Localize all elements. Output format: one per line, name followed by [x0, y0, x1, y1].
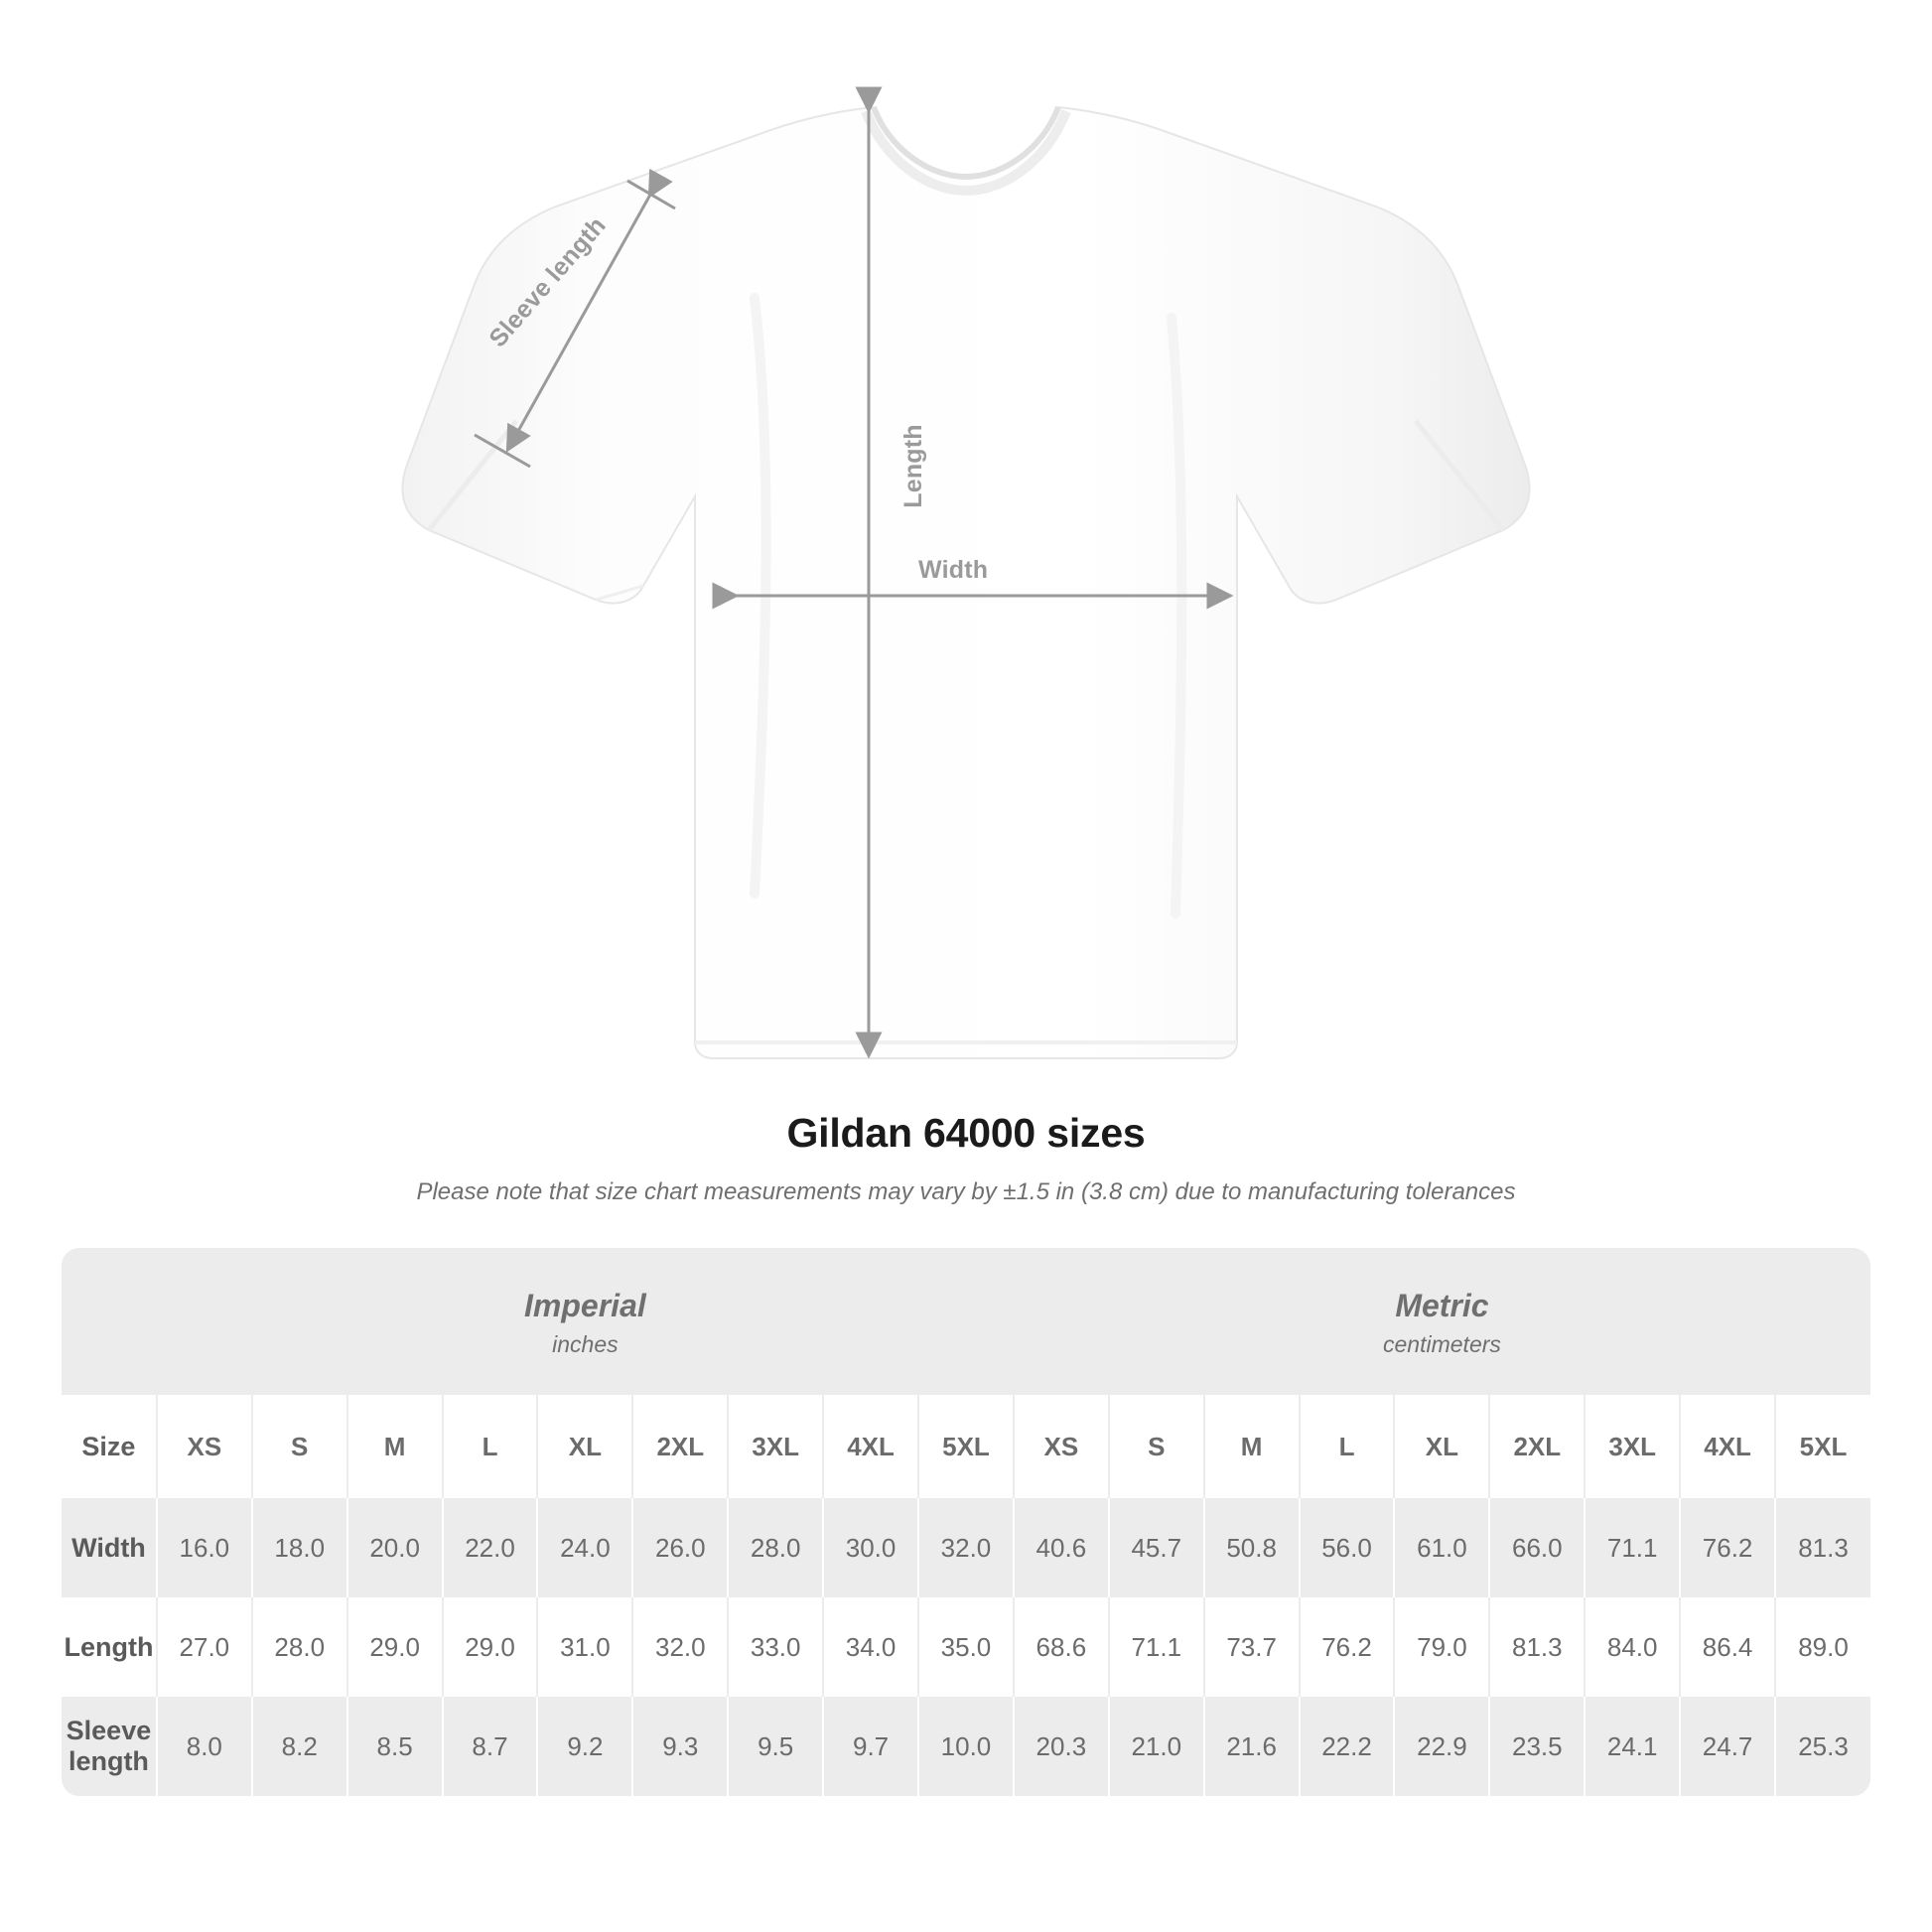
- size-header-cell: 4XL: [1680, 1395, 1775, 1498]
- row-label: Length: [62, 1597, 157, 1697]
- width-label: Width: [918, 556, 989, 584]
- measurement-cell: 73.7: [1204, 1597, 1300, 1697]
- measurement-cell: 27.0: [157, 1597, 252, 1697]
- size-header-cell: 2XL: [1489, 1395, 1585, 1498]
- measurement-cell: 66.0: [1489, 1498, 1585, 1597]
- size-header-cell: 5XL: [918, 1395, 1014, 1498]
- size-header-cell: 3XL: [728, 1395, 823, 1498]
- size-header-cell: M: [347, 1395, 443, 1498]
- measurement-cell: 32.0: [632, 1597, 728, 1697]
- measurement-cell: 9.7: [823, 1697, 918, 1796]
- unit-subtitle: centimeters: [1383, 1330, 1501, 1357]
- size-header-cell: XL: [1394, 1395, 1489, 1498]
- size-header-cell: 2XL: [632, 1395, 728, 1498]
- measurement-cell: 8.5: [347, 1697, 443, 1796]
- unit-name: Metric: [1395, 1287, 1489, 1323]
- measurement-cell: 20.3: [1014, 1697, 1109, 1796]
- measurement-cell: 28.0: [728, 1498, 823, 1597]
- unit-header-row: [62, 1248, 1870, 1395]
- measurement-cell: 16.0: [157, 1498, 252, 1597]
- measurement-cell: 81.3: [1489, 1597, 1585, 1697]
- measurement-cell: 81.3: [1775, 1498, 1870, 1597]
- row-label: Sleeve length: [62, 1697, 157, 1796]
- measurement-cell: 89.0: [1775, 1597, 1870, 1697]
- measurement-cell: 86.4: [1680, 1597, 1775, 1697]
- size-header-cell: 3XL: [1585, 1395, 1680, 1498]
- size-table-container: [62, 1248, 1870, 1796]
- unit-header-spacer: [62, 1248, 157, 1395]
- measurement-cell: 71.1: [1109, 1597, 1204, 1697]
- size-header-cell: L: [443, 1395, 538, 1498]
- size-header-row: [62, 1395, 1870, 1498]
- measurement-cell: 35.0: [918, 1597, 1014, 1697]
- measurement-cell: 22.2: [1300, 1697, 1395, 1796]
- unit-header-imperial: [157, 1248, 1014, 1395]
- size-header-cell: S: [1109, 1395, 1204, 1498]
- size-header-cell: 4XL: [823, 1395, 918, 1498]
- title-block: [0, 1110, 1932, 1206]
- measurement-cell: 10.0: [918, 1697, 1014, 1796]
- measurement-cell: 28.0: [252, 1597, 347, 1697]
- size-header-cell: S: [252, 1395, 347, 1498]
- measurement-cell: 71.1: [1585, 1498, 1680, 1597]
- measurement-cell: 24.1: [1585, 1697, 1680, 1796]
- measurement-cell: 34.0: [823, 1597, 918, 1697]
- measurement-cell: 9.2: [537, 1697, 632, 1796]
- size-header-cell: XS: [157, 1395, 252, 1498]
- measurement-cell: 40.6: [1014, 1498, 1109, 1597]
- measurement-cell: 24.7: [1680, 1697, 1775, 1796]
- measurement-cell: 31.0: [537, 1597, 632, 1697]
- measurement-cell: 29.0: [347, 1597, 443, 1697]
- measurement-cell: 8.2: [252, 1697, 347, 1796]
- measurement-cell: 25.3: [1775, 1697, 1870, 1796]
- row-label: Width: [62, 1498, 157, 1597]
- measurement-cell: 61.0: [1394, 1498, 1489, 1597]
- measurement-cell: 32.0: [918, 1498, 1014, 1597]
- measurement-cell: 76.2: [1300, 1597, 1395, 1697]
- measurement-cell: 33.0: [728, 1597, 823, 1697]
- measurement-cell: 68.6: [1014, 1597, 1109, 1697]
- measurement-cell: 50.8: [1204, 1498, 1300, 1597]
- sleeve-length-label: Sleeve length: [483, 211, 612, 353]
- measurement-cell: 76.2: [1680, 1498, 1775, 1597]
- measurement-cell: 24.0: [537, 1498, 632, 1597]
- table-row: [62, 1597, 1870, 1697]
- measurement-cell: 18.0: [252, 1498, 347, 1597]
- size-header-cell: M: [1204, 1395, 1300, 1498]
- size-table: [62, 1248, 1870, 1796]
- unit-name: Imperial: [524, 1287, 646, 1323]
- size-header-cell: XL: [537, 1395, 632, 1498]
- size-row-label: Size: [62, 1395, 157, 1498]
- measurement-cell: 79.0: [1394, 1597, 1489, 1697]
- unit-subtitle: inches: [552, 1330, 619, 1357]
- measurement-cell: 9.5: [728, 1697, 823, 1796]
- tolerance-note: Please note that size chart measurements may vary by ±1.5 in (3.8 cm) due to manufacturing tolerances: [416, 1178, 1516, 1205]
- measurement-cell: 26.0: [632, 1498, 728, 1597]
- measurement-cell: 21.6: [1204, 1697, 1300, 1796]
- measurement-cell: 9.3: [632, 1697, 728, 1796]
- measurement-cell: 8.0: [157, 1697, 252, 1796]
- unit-header-metric: [1014, 1248, 1870, 1395]
- table-row: [62, 1498, 1870, 1597]
- measurement-cell: 45.7: [1109, 1498, 1204, 1597]
- measurement-cell: 56.0: [1300, 1498, 1395, 1597]
- table-row: [62, 1697, 1870, 1796]
- measurement-cell: 23.5: [1489, 1697, 1585, 1796]
- page-title: Gildan 64000 sizes: [786, 1110, 1146, 1156]
- measurement-cell: 21.0: [1109, 1697, 1204, 1796]
- measurement-cell: 22.0: [443, 1498, 538, 1597]
- size-header-cell: 5XL: [1775, 1395, 1870, 1498]
- size-header-cell: L: [1300, 1395, 1395, 1498]
- measurement-cell: 29.0: [443, 1597, 538, 1697]
- measurement-cell: 30.0: [823, 1498, 918, 1597]
- measurement-cell: 8.7: [443, 1697, 538, 1796]
- length-label: Length: [898, 424, 927, 508]
- measurement-cell: 84.0: [1585, 1597, 1680, 1697]
- size-header-cell: XS: [1014, 1395, 1109, 1498]
- measurement-cell: 22.9: [1394, 1697, 1489, 1796]
- measurement-cell: 20.0: [347, 1498, 443, 1597]
